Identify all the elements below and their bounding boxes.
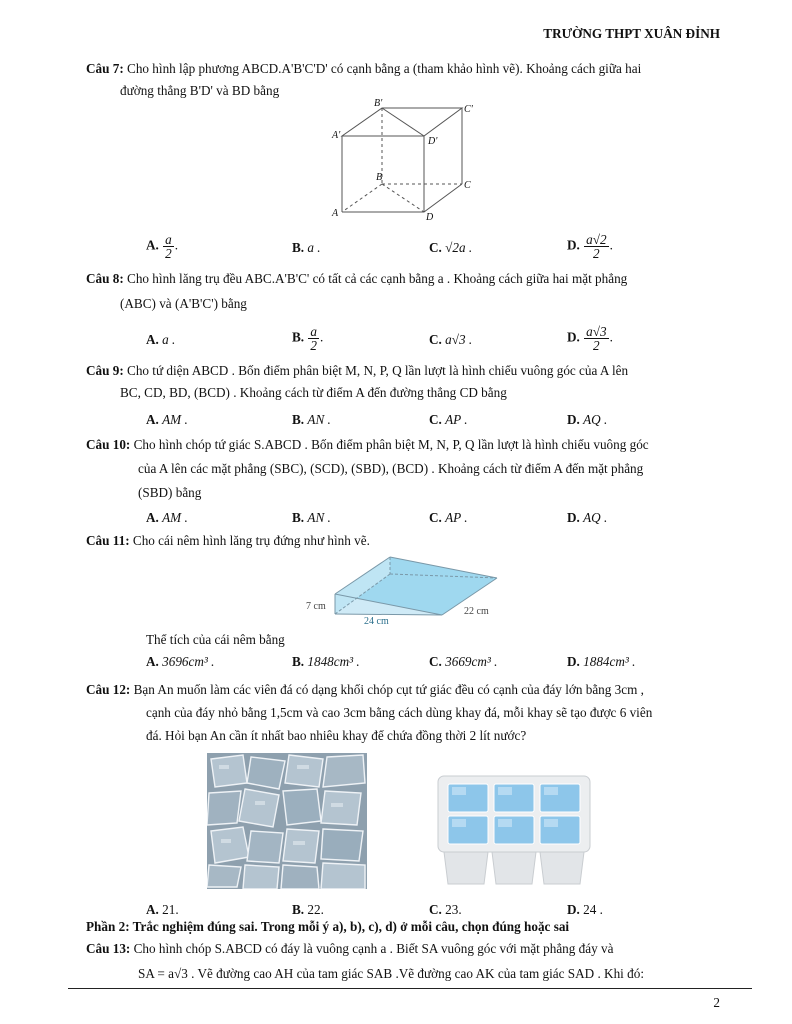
question-label: Câu 8: xyxy=(86,271,124,286)
answer-option-a[interactable]: A. 21. xyxy=(146,902,179,917)
answer-option-b[interactable]: B. AN . xyxy=(292,412,331,427)
question-text-line: Cho hình lăng trụ đều ABC.A'B'C' có tất cả các cạnh bằng a . Khoảng cách giữa hai mặt phẳng xyxy=(127,271,628,286)
question-text-line: BC, CD, BD, (BCD) . Khoảng cách từ điểm A đến đường thẳng CD bằng xyxy=(120,385,507,400)
answer-option-d[interactable]: D. $\frac{a√2}{2}$ . xyxy=(567,232,613,261)
answer-option-b[interactable]: B. 1848cm³ . xyxy=(292,654,360,669)
answer-option-c[interactable]: C. √2a . xyxy=(429,240,473,255)
height-label: 7 cm xyxy=(306,601,326,612)
question-label: Câu 9: xyxy=(86,363,124,378)
answer-option-d[interactable]: D. $\frac{a√3}{2}$ . xyxy=(567,324,613,353)
answer-option-b[interactable]: B. AN . xyxy=(292,510,331,525)
footer-divider xyxy=(68,988,752,989)
answer-option-a[interactable]: A. AM . xyxy=(146,510,188,525)
question-9 xyxy=(86,360,726,404)
question-label: Câu 12: xyxy=(86,682,131,697)
answer-option-b[interactable]: B. $\frac{a}{2}$ . xyxy=(292,324,324,353)
answer-option-a[interactable]: A. $\frac{a}{2}$ . xyxy=(146,232,179,261)
answer-option-c[interactable]: C. AP . xyxy=(429,510,468,525)
question-text-line: (ABC) và (A'B'C') bằng xyxy=(120,296,247,311)
question-text-line: Cho hình lập phương ABCD.A'B'C'D' có cạnh bằng a (tham khảo hình vẽ). Khoảng cách giữa hai xyxy=(127,61,642,76)
question-13 xyxy=(86,936,726,986)
question-text-line: đường thẳng B'D' và BD bằng xyxy=(120,83,280,98)
depth-label: 22 cm xyxy=(464,606,489,617)
question-label: Câu 11: xyxy=(86,533,130,548)
answer-option-a[interactable]: A. a . xyxy=(146,332,176,347)
page-number: 2 xyxy=(713,995,720,1010)
section-title: Phần 2: Trắc nghiệm đúng sai. Trong mỗi ý a), b), c), d) ở mỗi câu, chọn đúng hoặc sai xyxy=(86,919,570,934)
vertex-label: D' xyxy=(428,136,438,147)
question-text-line: Cho hình chóp tứ giác S.ABCD . Bốn điểm phân biệt M, N, P, Q lần lượt là hình chiếu vuông góc xyxy=(133,437,649,452)
vertex-label: C' xyxy=(464,104,473,115)
fraction: $\frac{a√2}{2}$ xyxy=(586,232,607,261)
fraction: $\frac{a}{2}$ xyxy=(310,324,317,353)
question-label: Câu 7: xyxy=(86,61,124,76)
fraction: $\frac{a}{2}$ xyxy=(165,232,172,261)
vertex-label: B' xyxy=(374,98,383,109)
fraction: $\frac{a√3}{2}$ xyxy=(586,324,607,353)
question-12 xyxy=(86,678,726,747)
width-label: 24 cm xyxy=(364,616,389,627)
question-text-line: cạnh của đáy nhỏ bằng 1,5cm và cao 3cm bằng cách dùng khay đá, mỗi khay sẽ tạo được 6 viên xyxy=(146,705,653,720)
answer-option-c[interactable]: C. 3669cm³ . xyxy=(429,654,498,669)
answer-option-d[interactable]: D. 1884cm³ . xyxy=(567,654,636,669)
question-8 xyxy=(86,268,726,315)
answer-option-d[interactable]: D. 24 . xyxy=(567,902,603,917)
question-11 xyxy=(86,530,726,552)
answer-option-a[interactable]: A. 3696cm³ . xyxy=(146,654,215,669)
question-text-line: Cho cái nêm hình lăng trụ đứng như hình vẽ. xyxy=(132,533,370,548)
answer-option-d[interactable]: D. AQ . xyxy=(567,412,608,427)
answer-option-c[interactable]: C. 23. xyxy=(429,902,462,917)
question-text-line: SA = a√3 . Vẽ đường cao AH của tam giác SAB .Vẽ đường cao AK của tam giác SAD . Khi đó: xyxy=(138,966,644,981)
ice-cubes-image xyxy=(207,753,367,889)
answer-option-c[interactable]: C. a√3 . xyxy=(429,332,473,347)
answer-option-b[interactable]: B. 22. xyxy=(292,902,324,917)
answer-option-a[interactable]: A. AM . xyxy=(146,412,188,427)
wedge-figure xyxy=(302,552,508,632)
vertex-label: C xyxy=(464,180,471,191)
question-text-line: đá. Hỏi bạn An cần ít nhất bao nhiêu khay để chứa đồng thời 2 lít nước? xyxy=(146,728,527,743)
school-header: TRƯỜNG THPT XUÂN ĐỈNH xyxy=(543,26,720,41)
answer-option-d[interactable]: D. AQ . xyxy=(567,510,608,525)
question-text-line: Bạn An muốn làm các viên đá có dạng khối chóp cụt tứ giác đều có cạnh của đáy lớn bằng 3cm , xyxy=(133,682,644,697)
question-text-line: của A lên các mặt phẳng (SBC), (SCD), (SBD), (BCD) . Khoảng cách từ điểm A đến mặt phẳng xyxy=(138,461,644,476)
question-label: Câu 10: xyxy=(86,437,131,452)
ice-tray-image xyxy=(434,772,594,888)
vertex-label: B xyxy=(376,172,383,183)
question-10 xyxy=(86,433,726,505)
vertex-label: A' xyxy=(332,130,341,141)
cube-figure xyxy=(330,98,480,222)
answer-option-b[interactable]: B. a . xyxy=(292,240,321,255)
question-text-line: Cho tứ diện ABCD . Bốn điểm phân biệt M, N, P, Q lần lượt là hình chiếu vuông góc của A lên xyxy=(127,363,629,378)
question-text-line: Thể tích của cái nêm bằng xyxy=(146,632,285,647)
vertex-label: D xyxy=(426,212,434,222)
answer-option-c[interactable]: C. AP . xyxy=(429,412,468,427)
vertex-label: A xyxy=(332,208,339,219)
question-text-line: Cho hình chóp S.ABCD có đáy là vuông cạnh a . Biết SA vuông góc với mặt phẳng đáy và xyxy=(133,941,614,956)
question-7 xyxy=(86,58,726,102)
question-text-line: (SBD) bằng xyxy=(138,485,202,500)
question-label: Câu 13: xyxy=(86,941,131,956)
